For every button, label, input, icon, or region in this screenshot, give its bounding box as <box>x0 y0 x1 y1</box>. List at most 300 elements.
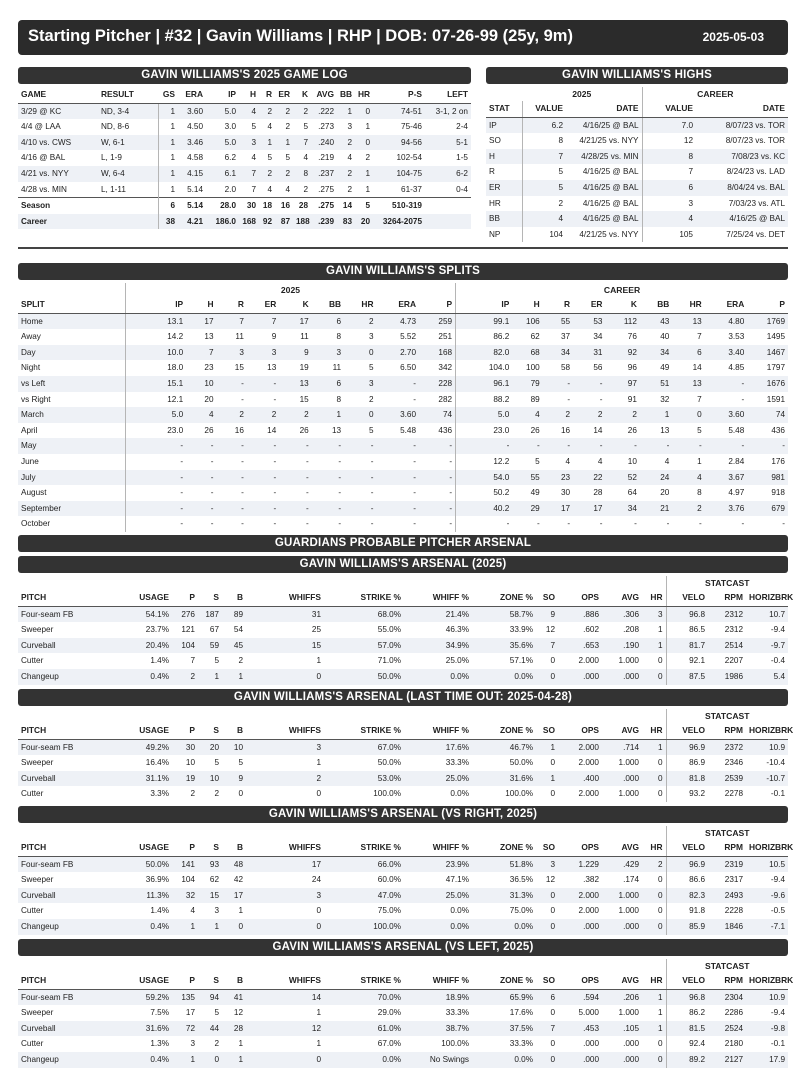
column-header: P <box>172 840 198 856</box>
page-title: Starting Pitcher | #32 | Gavin Williams | RHP | DOB: 07-26-99 (25y, 9m) <box>28 27 573 45</box>
table-cell: 7.0 <box>642 117 696 133</box>
table-cell: 58.7% <box>472 606 536 622</box>
table-cell: 0 <box>316 789 321 799</box>
table-cell: 1 <box>275 135 293 151</box>
table-cell: 0 <box>550 906 555 916</box>
table-cell: 4/16/25 @ BAL <box>566 180 642 196</box>
table-cell: 342 <box>419 360 456 376</box>
table-cell: 47.0% <box>324 888 404 904</box>
table-cell: 1.000 <box>618 656 639 666</box>
column-header: WHIFF % <box>404 723 472 739</box>
table-cell: 0 <box>316 906 321 916</box>
table-cell: 0 <box>355 135 373 151</box>
table-cell: 3 <box>246 739 324 755</box>
table-cell: 96.9 <box>666 856 708 872</box>
table-cell: 86.6 <box>689 875 705 885</box>
table-row <box>486 117 788 133</box>
table-cell: 75.0% <box>509 906 533 916</box>
table-cell: - <box>344 470 376 486</box>
column-header: WHIFF % <box>404 590 472 606</box>
table-cell: 18.9% <box>404 989 472 1005</box>
table-cell: - <box>536 519 540 529</box>
table-cell: 10.0 <box>125 345 186 361</box>
table-cell: 100.0% <box>441 1039 469 1049</box>
table-cell: - <box>599 394 603 404</box>
table-cell: 4/21 vs. NYY <box>18 166 98 182</box>
table-cell: 7 <box>247 313 279 329</box>
table-cell: May <box>18 438 125 454</box>
table-cell: April <box>18 423 125 439</box>
column-header: HR <box>672 297 704 313</box>
table-cell: - <box>377 501 420 517</box>
table-cell: - <box>370 519 374 529</box>
table-cell: 18 <box>259 198 275 214</box>
column-header: K <box>605 297 639 313</box>
table-cell: 100.0% <box>373 789 401 799</box>
table-cell: .000 <box>602 919 642 935</box>
table-cell: 5.48 <box>400 425 417 435</box>
table-cell: 16.4% <box>145 758 169 768</box>
table-cell: 2 <box>259 166 275 182</box>
table-cell: .174 <box>623 875 639 885</box>
table-cell: -10.7 <box>746 771 788 787</box>
column-header: IP <box>125 297 186 313</box>
table-cell: 3.67 <box>705 470 748 486</box>
table-cell: 21.4% <box>404 606 472 622</box>
table-cell: 17.9 <box>746 1052 788 1068</box>
table-cell: 54.0 <box>456 470 513 486</box>
table-cell: 12 <box>683 136 693 146</box>
table-cell: 0 <box>642 1052 666 1068</box>
table-cell: - <box>672 438 704 454</box>
table-cell: - <box>377 376 420 392</box>
table-cell: 4 <box>267 122 272 132</box>
table-cell: 981 <box>747 470 788 486</box>
table-cell: 2 <box>573 407 605 423</box>
column-header: HR <box>355 87 373 103</box>
table-cell: 0 <box>672 407 704 423</box>
table-cell: Changeup <box>18 919 106 935</box>
column-header: WHIFFS <box>246 973 324 989</box>
table-cell: 1 <box>697 456 702 466</box>
table-cell: 0 <box>642 786 666 802</box>
table-cell: 30 <box>560 488 571 498</box>
table-cell: 34.9% <box>404 638 472 654</box>
table-cell: 92 <box>605 345 639 361</box>
table-cell: 6.2 <box>522 117 566 133</box>
table-cell: 2312 <box>708 606 746 622</box>
page-header <box>18 20 788 55</box>
table-cell: Curveball <box>18 771 106 787</box>
table-cell: L, 1-11 <box>98 182 158 198</box>
table-cell: 96.8 <box>666 606 708 622</box>
table-cell: 5 <box>535 456 540 466</box>
table-cell: 28 <box>293 198 311 214</box>
table-cell: - <box>419 438 456 454</box>
table-cell: 91 <box>627 394 637 404</box>
table-cell: 15.1 <box>125 376 186 392</box>
table-cell: 5 <box>558 167 563 177</box>
table-cell: .453 <box>558 1021 602 1037</box>
table-cell: 66.0% <box>324 856 404 872</box>
column-header: ER <box>247 297 279 313</box>
pitch-row <box>18 669 788 685</box>
table-cell: 5.14 <box>178 198 206 214</box>
table-cell: 1.3% <box>150 1039 169 1049</box>
table-cell: - <box>312 470 344 486</box>
table-cell: 96.8 <box>666 989 708 1005</box>
table-cell: October <box>18 516 125 532</box>
table-cell: - <box>370 456 374 466</box>
table-cell: 4.85 <box>728 363 745 373</box>
group-spacer <box>18 576 666 590</box>
table-cell: 1986 <box>708 669 746 685</box>
table-row <box>18 345 788 361</box>
table-cell: 1.4% <box>150 656 169 666</box>
table-cell: 0.0% <box>404 919 472 935</box>
column-header: ZONE % <box>472 840 536 856</box>
table-cell: - <box>338 519 342 529</box>
table-cell: .306 <box>602 606 642 622</box>
table-cell: 7 <box>536 1021 558 1037</box>
column-header: B <box>222 590 246 606</box>
table-cell: 5.52 <box>400 332 417 342</box>
table-cell: - <box>338 456 342 466</box>
column-header: ERA <box>178 87 206 103</box>
column-header: SPLIT <box>18 297 125 313</box>
column-header: AVG <box>602 723 642 739</box>
table-row <box>18 485 788 501</box>
table-cell: 7 <box>688 167 693 177</box>
table-cell: 13.1 <box>125 313 186 329</box>
table-cell: 47.1% <box>445 875 469 885</box>
table-cell: 0.4% <box>106 669 172 685</box>
table-cell: 7 <box>251 184 256 194</box>
table-cell: R <box>486 164 522 180</box>
table-cell: - <box>210 519 214 529</box>
table-cell: 2.000 <box>578 656 599 666</box>
table-cell: 8 <box>293 166 311 182</box>
table-cell: - <box>344 438 376 454</box>
table-cell: ND, 8-6 <box>98 119 158 135</box>
table-cell: 2 <box>275 166 293 182</box>
column-header: P <box>172 723 198 739</box>
table-cell: - <box>413 456 417 466</box>
table-cell: 4 <box>347 153 352 163</box>
group-spacer <box>18 283 125 297</box>
table-cell: 3 <box>312 345 344 361</box>
table-cell: 9 <box>536 606 558 622</box>
table-cell: 59.2% <box>106 989 172 1005</box>
table-cell: 1 <box>158 166 178 182</box>
table-cell: 4/28/25 vs. MIN <box>566 149 642 165</box>
column-header: BB <box>337 87 355 103</box>
table-cell: 0 <box>550 1039 555 1049</box>
table-cell: 0 <box>550 656 555 666</box>
table-cell: 34 <box>593 332 603 342</box>
table-cell: Curveball <box>18 1021 106 1037</box>
column-header: STAT <box>486 101 522 117</box>
table-cell: 4 <box>597 456 603 466</box>
table-cell: 96.1 <box>456 376 513 392</box>
table-cell: 5 <box>238 758 243 768</box>
group-label-career: CAREER <box>603 285 641 295</box>
table-cell: 14 <box>593 425 603 435</box>
table-cell: 1 <box>170 184 175 194</box>
table-cell: 4/16/25 @ BAL <box>696 211 788 227</box>
table-cell: 22 <box>573 470 605 486</box>
table-cell: - <box>125 501 186 517</box>
column-header: P-S <box>373 87 425 103</box>
table-cell: 1.229 <box>558 856 602 872</box>
table-cell: vs Right <box>18 392 125 408</box>
table-cell: 0.0% <box>404 669 472 685</box>
table-cell: - <box>413 519 417 529</box>
column-header: SO <box>536 723 558 739</box>
table-cell: 0 <box>344 345 376 361</box>
table-cell: - <box>338 488 342 498</box>
table-cell: 19 <box>172 771 198 787</box>
table-cell: 14 <box>267 425 277 435</box>
table-cell: 26 <box>299 425 309 435</box>
table-cell: 0 <box>246 669 324 685</box>
table-cell: 81.7 <box>666 638 708 654</box>
table-cell: 97 <box>605 376 639 392</box>
table-cell: H <box>486 149 522 165</box>
table-cell: 100.0% <box>324 919 404 935</box>
table-cell: 61-37 <box>401 184 422 194</box>
table-cell: 1769 <box>747 313 788 329</box>
table-cell: - <box>241 394 244 404</box>
table-cell: - <box>305 456 309 466</box>
table-cell: 17 <box>222 888 246 904</box>
table-cell: - <box>741 394 745 404</box>
column-header: WHIFF % <box>404 973 472 989</box>
table-cell: 86.5 <box>689 625 705 635</box>
table-cell: 2.84 <box>728 456 745 466</box>
table-cell: 4/16/25 @ BAL <box>566 164 642 180</box>
table-cell: 1 <box>365 122 370 132</box>
table-cell: 10 <box>222 739 246 755</box>
pitch-row <box>18 638 788 654</box>
table-cell: 3.60 <box>178 103 206 119</box>
table-cell: HR <box>486 196 522 212</box>
arsenal-vs-right-header: GAVIN WILLIAMS'S ARSENAL (VS RIGHT, 2025) <box>18 806 788 823</box>
table-cell: - <box>279 470 311 486</box>
table-cell: 2 <box>642 856 666 872</box>
table-cell: 7 <box>697 332 702 342</box>
table-cell: 29 <box>512 501 542 517</box>
column-header: AVG <box>602 590 642 606</box>
table-cell: 8/07/23 vs. TOR <box>725 136 786 146</box>
table-cell: .000 <box>558 1052 602 1068</box>
table-row <box>18 407 788 423</box>
table-cell: 96 <box>627 363 637 373</box>
table-cell: 104 <box>172 638 198 654</box>
table-cell: 34 <box>543 345 573 361</box>
table-cell: 23.0 <box>493 425 510 435</box>
table-cell: 9 <box>271 332 277 342</box>
table-cell: 4 <box>239 103 259 119</box>
table-cell: 0 <box>536 919 558 935</box>
table-cell: 46.7% <box>472 739 536 755</box>
table-cell: 65.9% <box>472 989 536 1005</box>
table-cell: 15 <box>246 638 324 654</box>
column-header: HORIZBRK <box>746 590 788 606</box>
table-cell: 7 <box>217 313 247 329</box>
table-cell: 4.58 <box>187 153 203 163</box>
table-cell: 0 <box>238 789 243 799</box>
table-cell: Four-seam FB <box>18 606 106 622</box>
table-cell: Curveball <box>18 888 106 904</box>
table-cell: -0.4 <box>770 656 786 666</box>
table-cell: 2514 <box>708 638 746 654</box>
column-header: VELO <box>666 590 708 606</box>
section-divider <box>18 247 788 249</box>
pitch-row <box>18 888 788 904</box>
table-cell: 86.2 <box>493 332 510 342</box>
table-cell: 104 <box>549 229 563 239</box>
table-cell: 17 <box>573 501 605 517</box>
table-row <box>18 423 788 439</box>
table-cell: 50.0% <box>106 856 172 872</box>
table-cell: 2 <box>605 407 639 423</box>
table-cell: 52 <box>605 470 639 486</box>
table-cell: 436 <box>771 425 785 435</box>
table-cell: - <box>567 519 571 529</box>
table-cell: - <box>705 438 748 454</box>
table-cell: Sweeper <box>21 875 54 885</box>
table-cell: 96.9 <box>666 739 708 755</box>
table-cell: - <box>125 470 186 486</box>
table-cell: 0.0% <box>450 789 469 799</box>
table-cell: 2 <box>558 198 563 208</box>
table-cell: 3-1, 2 on <box>425 103 471 119</box>
table-cell: 28 <box>222 1021 246 1037</box>
table-cell: 5 <box>522 180 566 196</box>
table-cell: Cutter <box>21 1039 44 1049</box>
pitch-row <box>18 1052 788 1068</box>
table-cell: March <box>18 407 125 423</box>
column-header: PITCH <box>18 590 106 606</box>
table-cell: 86.9 <box>689 758 705 768</box>
table-cell: 5.0 <box>206 135 239 151</box>
table-cell: 34 <box>640 345 672 361</box>
table-cell: 10 <box>185 758 195 768</box>
table-cell: Curveball <box>18 638 106 654</box>
table-cell: 89 <box>222 606 246 622</box>
table-cell: 1.000 <box>618 758 639 768</box>
table-cell: 6 <box>642 180 696 196</box>
table-cell: 4 <box>186 407 216 423</box>
table-cell: - <box>419 454 456 470</box>
table-cell: - <box>567 394 571 404</box>
column-header: WHIFFS <box>246 590 324 606</box>
table-cell: 2304 <box>708 989 746 1005</box>
table-cell: .400 <box>558 771 602 787</box>
table-cell: 48 <box>222 856 246 872</box>
table-cell: BB <box>486 211 522 227</box>
table-cell: 0-4 <box>456 184 468 194</box>
table-cell: 4 <box>642 211 696 227</box>
table-row <box>486 133 788 149</box>
table-cell: 15 <box>299 394 309 404</box>
table-cell: 0 <box>642 872 666 888</box>
table-cell: 4 <box>303 153 308 163</box>
table-cell: .000 <box>583 1039 599 1049</box>
column-header: VALUE <box>522 101 566 117</box>
table-cell: 1 <box>172 919 198 935</box>
table-cell: - <box>210 456 214 466</box>
table-cell: 6 <box>158 198 178 214</box>
table-cell: 1467 <box>747 345 788 361</box>
table-cell: 89 <box>530 394 540 404</box>
table-cell: 94-56 <box>373 135 425 151</box>
table-row <box>18 454 788 470</box>
highs-table <box>486 87 788 242</box>
table-cell: 12 <box>545 625 555 635</box>
table-cell: 9 <box>222 771 246 787</box>
statcast-label: STATCAST <box>704 578 750 588</box>
table-cell: 104-75 <box>373 166 425 182</box>
table-cell: 102-54 <box>396 153 422 163</box>
column-header: IP <box>456 297 513 313</box>
table-cell: 187 <box>198 606 222 622</box>
totals-row <box>18 198 471 214</box>
table-cell: 6 <box>312 376 344 392</box>
table-cell: 5-1 <box>425 135 471 151</box>
table-cell: 2 <box>337 135 355 151</box>
table-cell: 105 <box>679 229 693 239</box>
table-cell: 3 <box>344 376 376 392</box>
table-cell: 3.0 <box>224 122 236 132</box>
column-header: RPM <box>708 973 746 989</box>
column-header: HORIZBRK <box>746 840 788 856</box>
table-cell: Four-seam FB <box>18 739 106 755</box>
table-cell: 2.000 <box>578 906 599 916</box>
table-row <box>18 501 788 517</box>
table-cell: 25 <box>311 625 321 635</box>
column-header: PITCH <box>18 840 106 856</box>
table-cell: - <box>456 438 513 454</box>
table-cell: 0 <box>344 407 376 423</box>
table-cell: 104 <box>181 875 195 885</box>
table-cell: 1.000 <box>618 789 639 799</box>
table-cell: 2 <box>279 407 311 423</box>
table-cell: 1676 <box>747 376 788 392</box>
table-cell: 0 <box>642 888 666 904</box>
arsenal-2025-header: GAVIN WILLIAMS'S ARSENAL (2025) <box>18 556 788 573</box>
table-cell: - <box>640 438 672 454</box>
column-header: AVG <box>311 87 337 103</box>
table-cell: - <box>186 438 216 454</box>
table-cell: - <box>370 488 374 498</box>
table-cell: 35.6% <box>472 638 536 654</box>
table-cell: 82.0 <box>456 345 513 361</box>
table-cell: 2 <box>543 407 573 423</box>
table-cell: 4 <box>190 906 195 916</box>
table-cell: 38 <box>158 214 178 230</box>
column-header: HR <box>642 840 666 856</box>
table-cell: 5 <box>285 153 290 163</box>
table-cell: 2 <box>214 789 219 799</box>
column-header: RPM <box>708 840 746 856</box>
table-cell: - <box>377 470 420 486</box>
table-cell: .219 <box>318 153 334 163</box>
table-cell: 4/4 @ LAA <box>21 122 61 132</box>
table-cell: 121 <box>181 625 195 635</box>
table-cell: 510-319 <box>373 198 425 214</box>
